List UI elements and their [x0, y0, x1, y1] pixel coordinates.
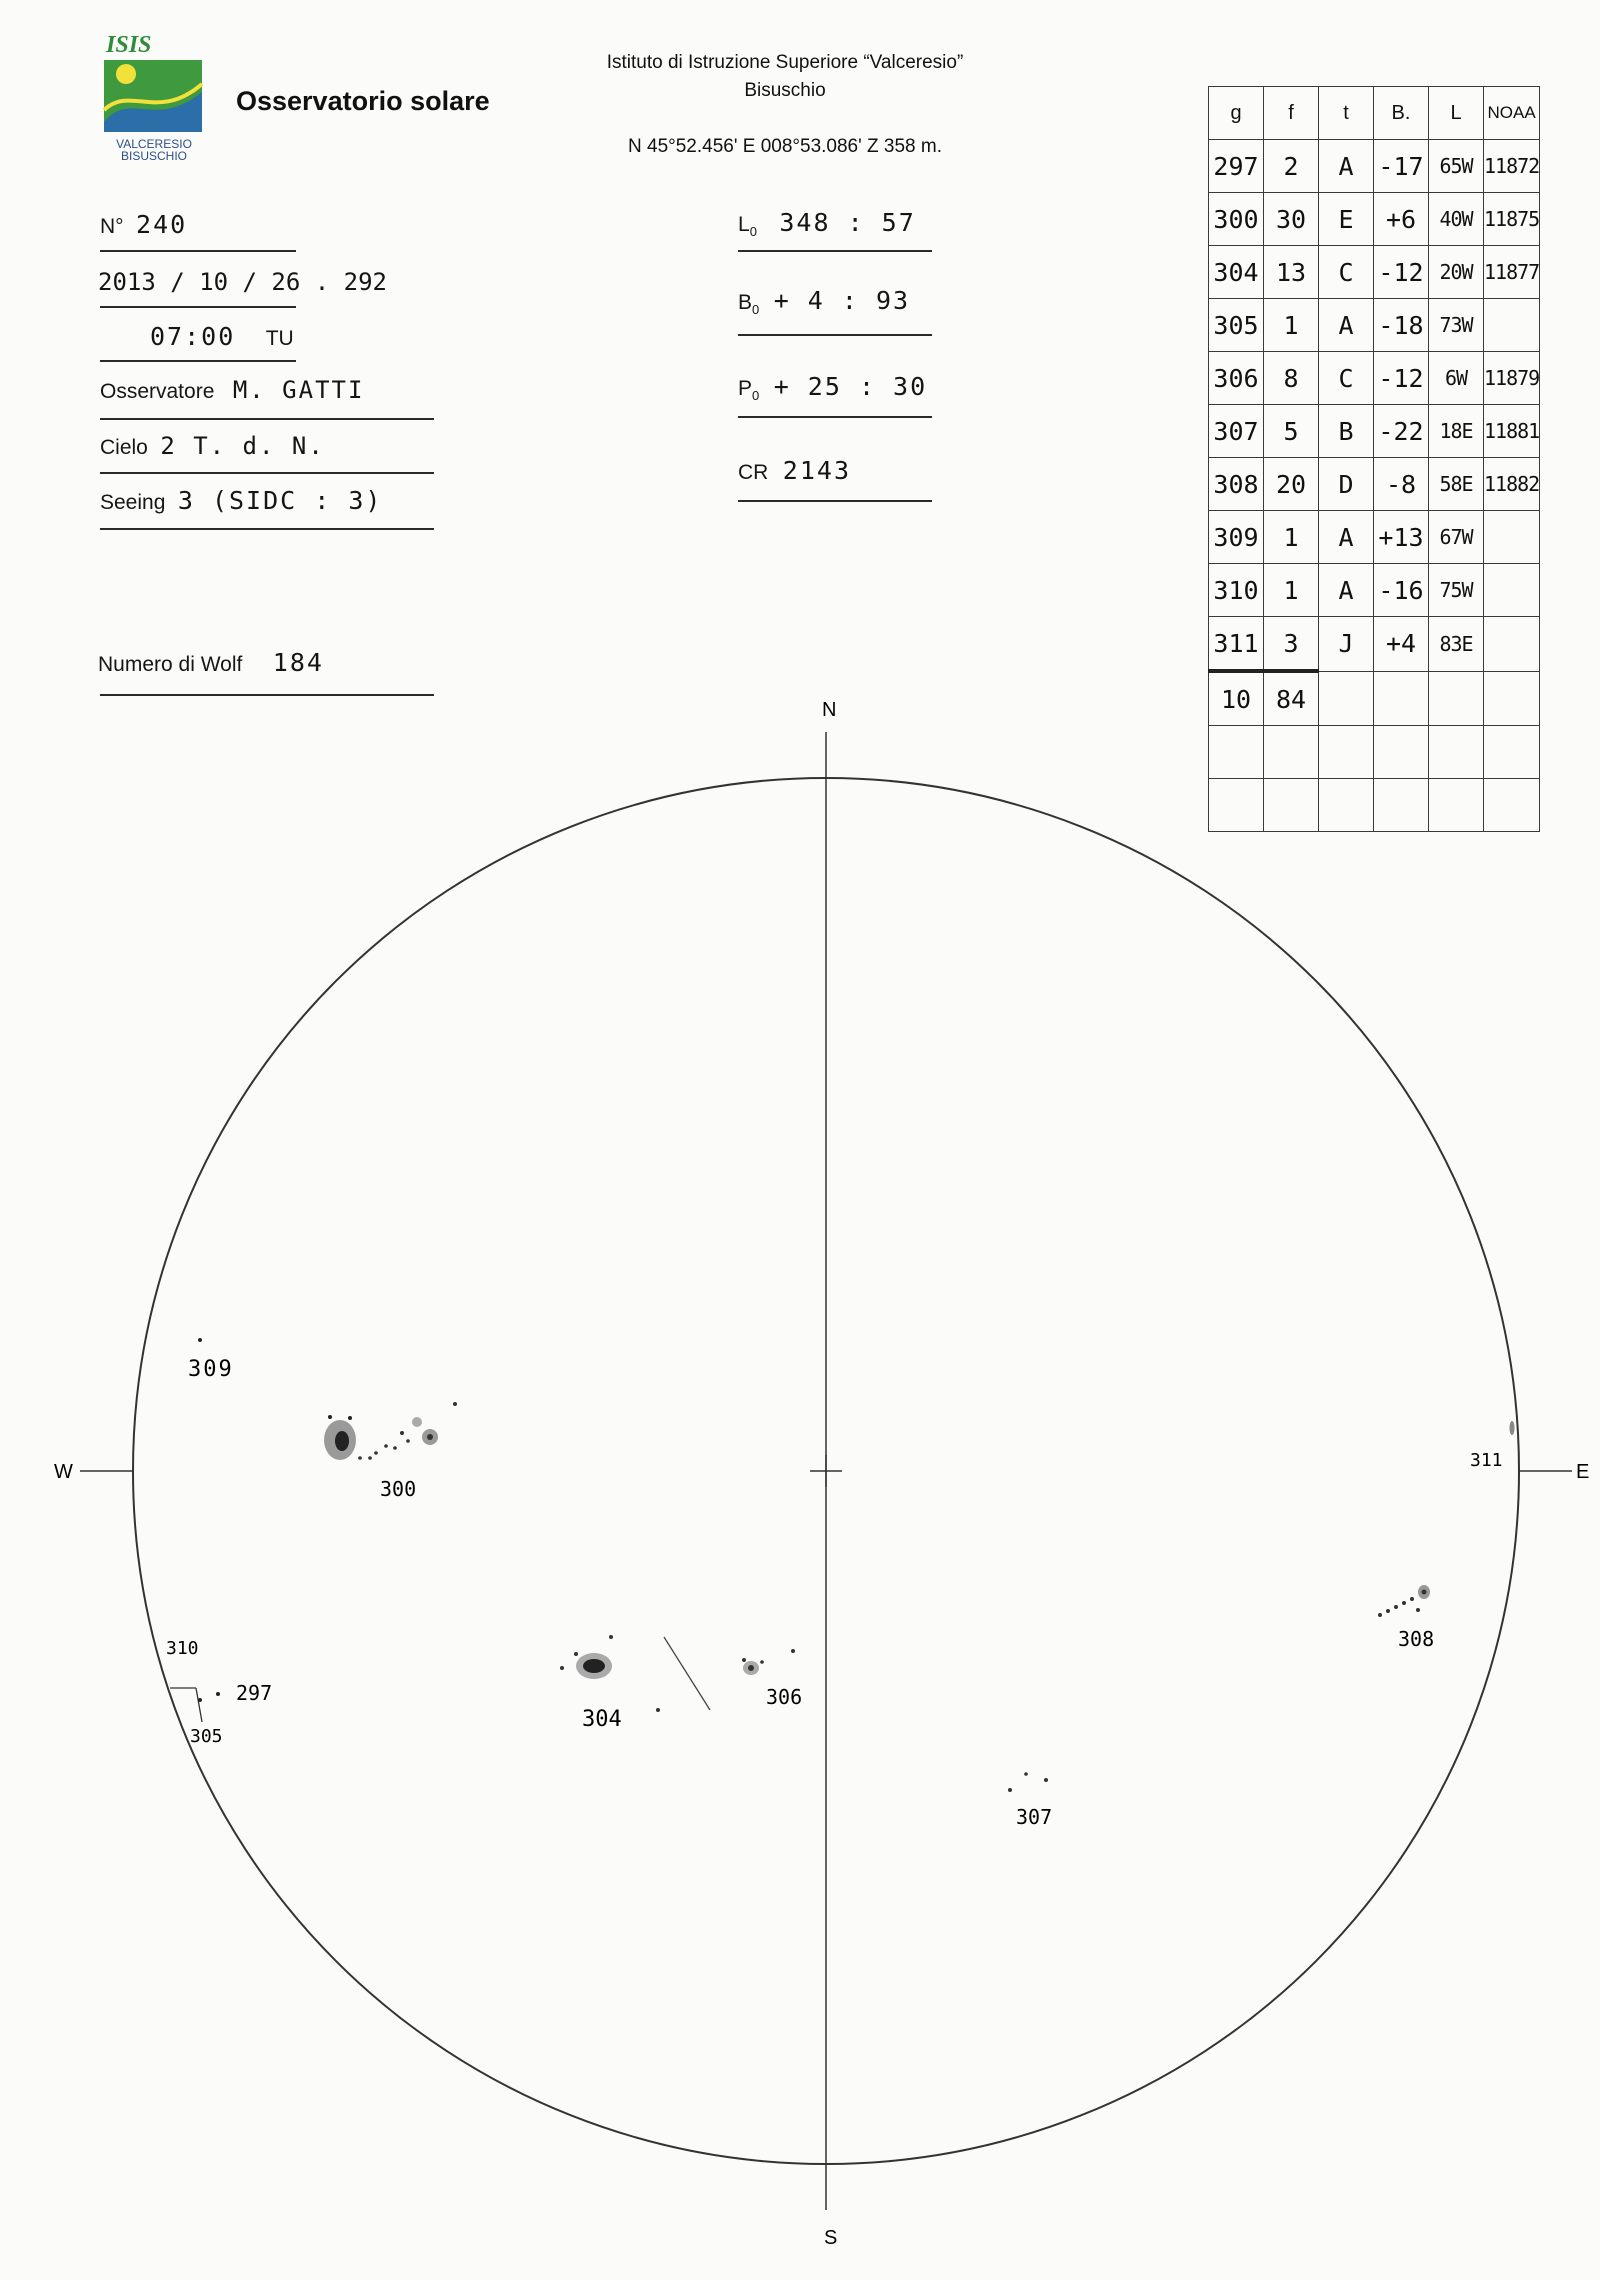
north-label: N	[822, 699, 837, 721]
cell-b: -18	[1374, 299, 1429, 352]
west-label: W	[54, 1461, 73, 1483]
station-coordinates: N 45°52.456' E 008°53.086' Z 358 m.	[628, 136, 942, 157]
cell-l: 73W	[1429, 299, 1484, 352]
observation-date: 2013 / 10 / 26 . 292	[98, 268, 387, 296]
group-label-307: 307	[1016, 1805, 1053, 1829]
group-label-310: 310	[166, 1638, 199, 1659]
cell-b: -12	[1374, 246, 1429, 299]
col-header-b: B.	[1374, 87, 1429, 140]
cell-t: E	[1319, 193, 1374, 246]
sunspot-group-304	[560, 1635, 660, 1732]
cell-noaa: 11872	[1484, 140, 1540, 193]
cell-noaa: 11875	[1484, 193, 1540, 246]
sunspot-group-309	[188, 1338, 234, 1382]
cell-f: 1	[1264, 511, 1319, 564]
cell-t: A	[1319, 511, 1374, 564]
b0-label: $B_0$	[738, 291, 760, 318]
observation-time-value: 07:00	[150, 322, 236, 351]
cell-b: +6	[1374, 193, 1429, 246]
institute-name: Istituto di Istruzione Superiore “Valceresio”	[606, 52, 964, 73]
sunspot-group-300	[324, 1402, 457, 1501]
cell-b: +4	[1374, 617, 1429, 672]
cell-f: 1	[1264, 564, 1319, 617]
cr-value: 2143	[782, 456, 852, 485]
group-label-305: 305	[190, 1726, 223, 1747]
cell-t: A	[1319, 299, 1374, 352]
cell-g: 310	[1209, 564, 1264, 617]
cell-b: -16	[1374, 564, 1429, 617]
cell-g: 308	[1209, 458, 1264, 511]
sunspot-group-311	[1470, 1421, 1515, 1471]
cell-g: 305	[1209, 299, 1264, 352]
east-label: E	[1576, 1461, 1590, 1483]
col-header-noaa: NOAA	[1484, 87, 1540, 140]
seeing-label: Seeing	[100, 491, 166, 514]
cell-f: 1	[1264, 299, 1319, 352]
cell-b: -12	[1374, 352, 1429, 405]
logo-subtitle-1: VALCERESIO	[116, 137, 192, 151]
col-header-t: t	[1319, 87, 1374, 140]
report-number-label: N°	[100, 215, 124, 238]
cell-l: 40W	[1429, 193, 1484, 246]
south-label: S	[824, 2227, 838, 2249]
cell-g: 304	[1209, 246, 1264, 299]
cell-f: 2	[1264, 140, 1319, 193]
p0-label: $P_0$	[738, 377, 760, 404]
seeing-value: 3 (SIDC : 3)	[177, 486, 383, 515]
cell-l: 58E	[1429, 458, 1484, 511]
group-label-306: 306	[766, 1685, 803, 1709]
cell-noaa: 11881	[1484, 405, 1540, 458]
cell-l: 18E	[1429, 405, 1484, 458]
group-separator-line	[664, 1637, 710, 1710]
group-label-308: 308	[1398, 1627, 1435, 1651]
col-header-f: f	[1264, 87, 1319, 140]
report-number-value: 240	[136, 210, 188, 239]
observer-value: M. GATTI	[232, 376, 365, 404]
observatory-title: Osservatorio solare	[236, 86, 490, 116]
cell-l: 6W	[1429, 352, 1484, 405]
sky-label: Cielo	[100, 436, 148, 459]
sunspot-group-310-297-305	[166, 1638, 272, 1747]
cell-f: 13	[1264, 246, 1319, 299]
group-label-309: 309	[188, 1357, 234, 1382]
wolf-number-label: Numero di Wolf	[98, 653, 243, 676]
cell-l: 83E	[1429, 617, 1484, 672]
cell-noaa: 11879	[1484, 352, 1540, 405]
institute-town: Bisuschio	[744, 80, 826, 101]
cell-t: C	[1319, 352, 1374, 405]
cell-t: A	[1319, 140, 1374, 193]
time-unit: TU	[265, 327, 294, 350]
cell-t: B	[1319, 405, 1374, 458]
cell-f: 3	[1264, 617, 1319, 672]
l0-value: 348 : 57	[779, 208, 916, 237]
total-groups: 10	[1209, 671, 1264, 726]
wolf-number-value: 184	[272, 648, 324, 677]
group-label-300: 300	[380, 1477, 417, 1501]
cell-b: -8	[1374, 458, 1429, 511]
cell-b: +13	[1374, 511, 1429, 564]
group-label-311: 311	[1470, 1450, 1503, 1471]
cell-t: A	[1319, 564, 1374, 617]
col-header-g: g	[1209, 87, 1264, 140]
l0-label: $L_0$	[738, 213, 757, 240]
sky-value: 2 T. d. N.	[160, 432, 325, 460]
cell-t: D	[1319, 458, 1374, 511]
cr-label: CR	[738, 461, 769, 484]
cell-noaa: 11877	[1484, 246, 1540, 299]
cell-g: 311	[1209, 617, 1264, 672]
cell-f: 20	[1264, 458, 1319, 511]
total-spots: 84	[1264, 671, 1319, 726]
cell-l: 65W	[1429, 140, 1484, 193]
cell-l: 20W	[1429, 246, 1484, 299]
cell-g: 309	[1209, 511, 1264, 564]
sunspot-group-307	[1008, 1772, 1052, 1829]
cell-t: C	[1319, 246, 1374, 299]
cell-noaa: 11882	[1484, 458, 1540, 511]
logo-subtitle-2: BISUSCHIO	[120, 149, 188, 163]
cell-g: 306	[1209, 352, 1264, 405]
cell-g: 307	[1209, 405, 1264, 458]
group-label-304: 304	[582, 1707, 622, 1732]
cell-b: -22	[1374, 405, 1429, 458]
cell-b: -17	[1374, 140, 1429, 193]
cell-f: 8	[1264, 352, 1319, 405]
group-label-297: 297	[236, 1681, 273, 1705]
observer-label: Osservatore	[100, 380, 215, 403]
cell-l: 67W	[1429, 511, 1484, 564]
cell-l: 75W	[1429, 564, 1484, 617]
sunspot-group-306	[742, 1649, 802, 1709]
cell-f: 5	[1264, 405, 1319, 458]
cell-t: J	[1319, 617, 1374, 672]
p0-value: + 25 : 30	[773, 372, 928, 401]
cell-g: 297	[1209, 140, 1264, 193]
sunspot-group-308	[1378, 1585, 1434, 1651]
cell-f: 30	[1264, 193, 1319, 246]
b0-value: + 4 : 93	[773, 286, 911, 315]
cell-g: 300	[1209, 193, 1264, 246]
logo-isis-text: ISIS	[106, 32, 152, 58]
col-header-l: L	[1429, 87, 1484, 140]
